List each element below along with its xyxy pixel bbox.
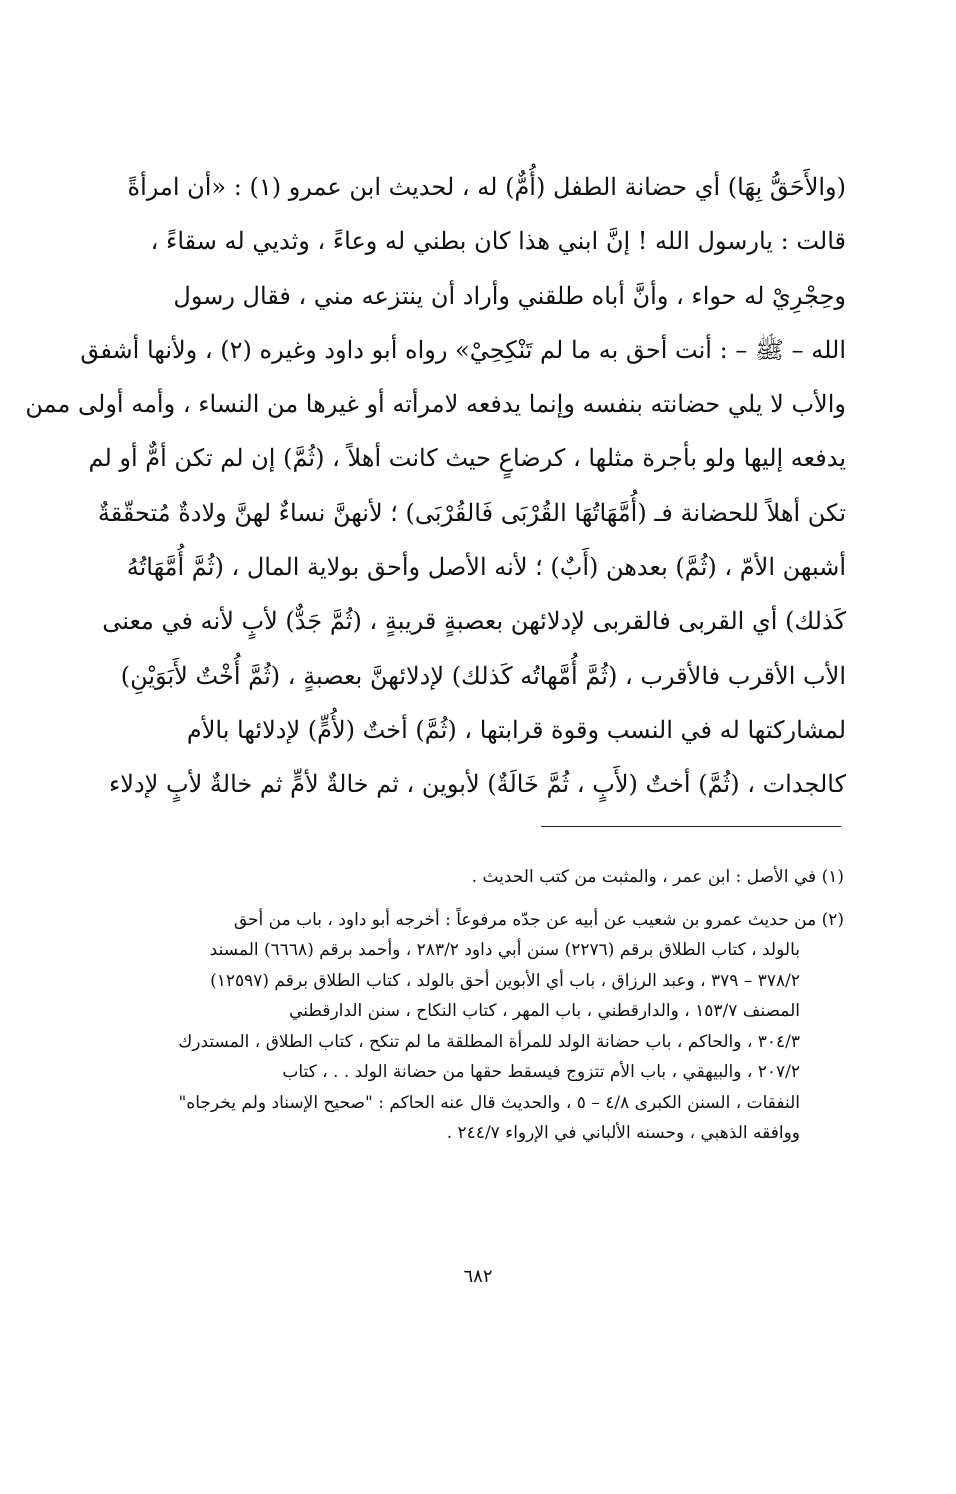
main-text-line: تكن أهلاً للحضانة فـ (أُمَّهَاتُهَا القُرْبَى فَالقُرْبَى) ؛ لأنهنَّ نساءٌ لهنَّ ولادةٌ مُتحقّقةٌ	[97, 498, 846, 527]
main-text-line: يدفعه إليها ولو بأجرة مثلها ، كرضاعٍ حيث كانت أهلاً ، (ثُمَّ) إن لم تكن أمٌّ أو لم	[88, 444, 846, 473]
footnote-1: (١) في الأصل : ابن عمر ، والمثبت من كتب الحديث .	[471, 867, 844, 887]
footnote-2-line: (٢) من حديث عمرو بن شعيب عن أبيه عن جدّه مرفوعاً : أخرجه أبو داود ، باب من أحق	[233, 909, 844, 930]
main-text-line: الأب الأقرب فالأقرب ، (ثُمَّ أُمَّهاتُه كَذلك) لإدلائهنَّ بعصبةٍ ، (ثُمَّ أُخْتٌ لأَبَوَيْنِ)	[120, 661, 846, 690]
footnote-2-line: النفقات ، السنن الكبرى ٤/٨ – ٥ ، والحديث قال عنه الحاكم : "صحيح الإسناد ولم يخرجاه"	[178, 1092, 800, 1113]
main-text-line: (والأَحَقُّ بِهَا) أي حضانة الطفل (أُمٌّ) له ، لحديث ابن عمرو (١) : «أن امرأةً	[127, 173, 846, 201]
footnotes-block	[104, 862, 844, 1149]
main-text-line: لمشاركتها له في النسب وقوة قرابتها ، (ثُمَّ) أختٌ (لأُمٍّ) لإدلائها بالأم	[186, 715, 846, 744]
main-text-line: كَذلك) أي القربى فالقربى لإدلائهن بعصبةٍ قريبةٍ ، (ثُمَّ جَدٌّ) لأبٍ لأنه في معنى	[102, 607, 846, 636]
main-text-line: وحِجْرِيْ له حواء ، وأنَّ أباه طلقني وأراد أن ينتزعه مني ، فقال رسول	[173, 281, 846, 310]
main-text-line: قالت : يارسول الله ! إنَّ ابني هذا كان بطني له وعاءً ، وثديي له سقاءً ،	[150, 227, 846, 256]
footnote-2-line: ٣٧٨/٢ – ٣٧٩ ، وعبد الرزاق ، باب أي الأبوين أحق بالولد ، كتاب الطلاق برقم (١٢٥٩٧)	[210, 970, 800, 991]
main-text-block	[25, 160, 846, 812]
main-text-line: الله – ﷺ – : أنت أحق به ما لم تَنْكِحِيْ» رواه أبو داود وغيره (٢) ، ولأنها أشفق	[80, 335, 846, 364]
footnote-2-line: ٢٠٧/٢ ، والبيهقي ، باب الأم تتزوج فيسقط حقها من حضانة الولد . . ، كتاب	[282, 1062, 800, 1082]
page-number: ٦٨٢	[463, 1266, 493, 1287]
main-text-line: أشبهن الأمّ ، (ثُمَّ) بعدهن (أَبٌ) ؛ لأنه الأصل وأحق بولاية المال ، (ثُمَّ أُمَّهَاتُهُ	[126, 553, 846, 582]
footnote-divider	[541, 826, 841, 827]
footnote-2-line: ٣٠٤/٣ ، والحاكم ، باب حضانة الولد للمرأة المطلقة ما لم تنكح ، كتاب الطلاق ، المستدرك	[178, 1031, 800, 1052]
footnote-2-line: المصنف ١٥٣/٧ ، والدارقطني ، باب المهر ، كتاب النكاح ، سنن الدارقطني	[289, 1001, 800, 1021]
main-text-line: والأب لا يلي حضانته بنفسه وإنما يدفعه لامرأته أو غيرها من النساء ، وأمه أولى ممن	[25, 390, 846, 419]
footnote-spacer	[104, 893, 844, 905]
footnote-2-line: بالولد ، كتاب الطلاق برقم (٢٢٧٦) سنن أبي داود ٢٨٣/٢ ، وأحمد برقم (٦٦٦٨) المسند	[209, 940, 800, 960]
main-text-line: كالجدات ، (ثُمَّ) أختٌ (لأَبٍ ، ثُمَّ خَالَةٌ) لأبوين ، ثم خالةٌ لأمٍّ ثم خالةٌ لأبٍ لإدلاء	[109, 770, 846, 799]
footnote-2-line: ووافقه الذهبي ، وحسنه الألباني في الإرواء ٢٤٤/٧ .	[446, 1123, 800, 1143]
